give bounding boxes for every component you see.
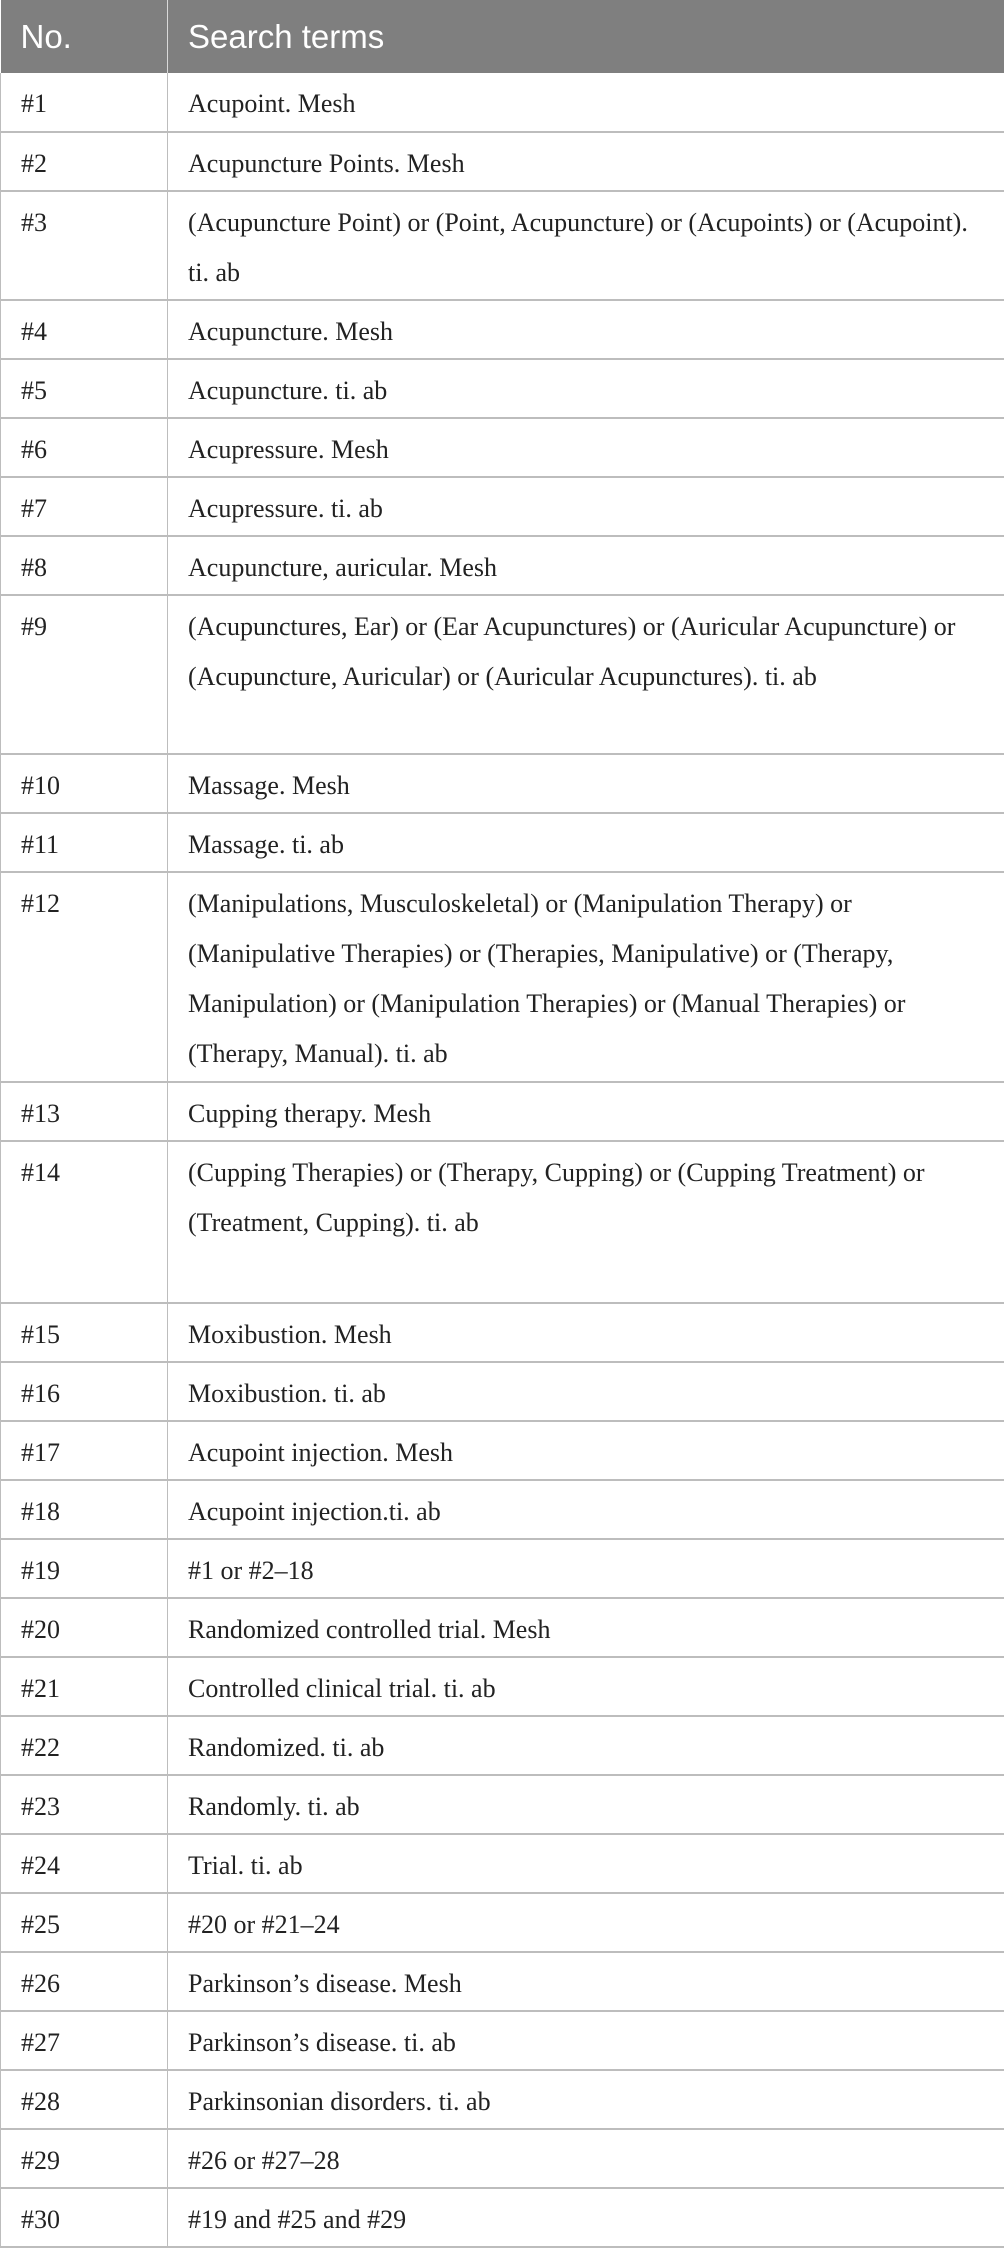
row-search-terms: Randomized controlled trial. Mesh xyxy=(168,1598,1004,1657)
row-number: #9 xyxy=(1,595,168,754)
row-search-terms: Trial. ti. ab xyxy=(168,1834,1004,1893)
table-row xyxy=(1,191,1004,300)
row-number: #24 xyxy=(1,1834,168,1893)
row-search-terms: Acupressure. Mesh xyxy=(168,418,1004,477)
row-search-terms: (Cupping Therapies) or (Therapy, Cupping) or (Cupping Treatment) or (Treatment, Cupping). ti. ab xyxy=(168,1141,1004,1303)
row-search-terms: Massage. ti. ab xyxy=(168,813,1004,872)
row-number: #28 xyxy=(1,2070,168,2129)
row-number: #27 xyxy=(1,2011,168,2070)
row-number: #12 xyxy=(1,872,168,1082)
row-number: #11 xyxy=(1,813,168,872)
table-row xyxy=(1,73,1004,132)
table-row xyxy=(1,1775,1004,1834)
table-row xyxy=(1,1362,1004,1421)
table-row xyxy=(1,2011,1004,2070)
row-number: #2 xyxy=(1,132,168,191)
row-number: #17 xyxy=(1,1421,168,1480)
table-row xyxy=(1,2129,1004,2188)
header-no: No. xyxy=(1,0,168,73)
row-number: #18 xyxy=(1,1480,168,1539)
table-row xyxy=(1,1893,1004,1952)
row-number: #20 xyxy=(1,1598,168,1657)
row-search-terms: #1 or #2–18 xyxy=(168,1539,1004,1598)
row-number: #15 xyxy=(1,1303,168,1362)
table-row xyxy=(1,477,1004,536)
row-number: #8 xyxy=(1,536,168,595)
table-row xyxy=(1,418,1004,477)
row-number: #21 xyxy=(1,1657,168,1716)
row-search-terms: Acupuncture. Mesh xyxy=(168,300,1004,359)
row-search-terms: Acupuncture. ti. ab xyxy=(168,359,1004,418)
table-row xyxy=(1,754,1004,813)
table-row xyxy=(1,1480,1004,1539)
row-search-terms: #26 or #27–28 xyxy=(168,2129,1004,2188)
row-number: #22 xyxy=(1,1716,168,1775)
row-number: #19 xyxy=(1,1539,168,1598)
row-search-terms: Acupoint injection.ti. ab xyxy=(168,1480,1004,1539)
row-search-terms: Randomly. ti. ab xyxy=(168,1775,1004,1834)
row-number: #30 xyxy=(1,2188,168,2247)
table-row xyxy=(1,132,1004,191)
row-number: #5 xyxy=(1,359,168,418)
table-row xyxy=(1,595,1004,754)
row-search-terms: #19 and #25 and #29 xyxy=(168,2188,1004,2247)
row-number: #1 xyxy=(1,73,168,132)
table-row xyxy=(1,1952,1004,2011)
table-row xyxy=(1,2188,1004,2247)
table-row xyxy=(1,813,1004,872)
row-number: #10 xyxy=(1,754,168,813)
header-search-terms: Search terms xyxy=(168,0,1004,73)
table-row xyxy=(1,1834,1004,1893)
row-number: #16 xyxy=(1,1362,168,1421)
row-number: #26 xyxy=(1,1952,168,2011)
row-search-terms: Parkinsonian disorders. ti. ab xyxy=(168,2070,1004,2129)
row-search-terms: Acupuncture, auricular. Mesh xyxy=(168,536,1004,595)
table-row xyxy=(1,536,1004,595)
table-row xyxy=(1,300,1004,359)
table-row xyxy=(1,872,1004,1082)
row-search-terms: #20 or #21–24 xyxy=(168,1893,1004,1952)
row-number: #23 xyxy=(1,1775,168,1834)
row-number: #7 xyxy=(1,477,168,536)
table-header-row xyxy=(1,0,1004,73)
row-number: #13 xyxy=(1,1082,168,1141)
row-search-terms: Parkinson’s disease. Mesh xyxy=(168,1952,1004,2011)
row-search-terms: (Manipulations, Musculoskeletal) or (Manipulation Therapy) or (Manipulative Therapies) or (Therapies, Manipulative) or (Therapy, Manipulation) or (Manipulation Therapies) or (Manual Therapies) or (Therapy, Manual). ti. ab xyxy=(168,872,1004,1082)
row-number: #6 xyxy=(1,418,168,477)
table-row xyxy=(1,359,1004,418)
row-search-terms: Acupoint injection. Mesh xyxy=(168,1421,1004,1480)
table-row xyxy=(1,2070,1004,2129)
table-row xyxy=(1,1303,1004,1362)
row-search-terms: Moxibustion. Mesh xyxy=(168,1303,1004,1362)
row-number: #4 xyxy=(1,300,168,359)
row-search-terms: Massage. Mesh xyxy=(168,754,1004,813)
row-number: #14 xyxy=(1,1141,168,1303)
row-number: #3 xyxy=(1,191,168,300)
row-search-terms: Acupoint. Mesh xyxy=(168,73,1004,132)
row-search-terms: Controlled clinical trial. ti. ab xyxy=(168,1657,1004,1716)
row-number: #29 xyxy=(1,2129,168,2188)
row-search-terms: Randomized. ti. ab xyxy=(168,1716,1004,1775)
table-row xyxy=(1,1716,1004,1775)
table-row xyxy=(1,1421,1004,1480)
table-row xyxy=(1,1598,1004,1657)
table-row xyxy=(1,1082,1004,1141)
row-search-terms: Moxibustion. ti. ab xyxy=(168,1362,1004,1421)
row-search-terms: Acupuncture Points. Mesh xyxy=(168,132,1004,191)
row-search-terms: (Acupuncture Point) or (Point, Acupuncture) or (Acupoints) or (Acupoint). ti. ab xyxy=(168,191,1004,300)
row-search-terms: Acupressure. ti. ab xyxy=(168,477,1004,536)
table-row xyxy=(1,1657,1004,1716)
row-search-terms: (Acupunctures, Ear) or (Ear Acupunctures) or (Auricular Acupuncture) or (Acupuncture, Auricular) or (Auricular Acupunctures). ti. ab xyxy=(168,595,1004,754)
row-number: #25 xyxy=(1,1893,168,1952)
table-row xyxy=(1,1539,1004,1598)
table-row xyxy=(1,1141,1004,1303)
row-search-terms: Cupping therapy. Mesh xyxy=(168,1082,1004,1141)
row-search-terms: Parkinson’s disease. ti. ab xyxy=(168,2011,1004,2070)
